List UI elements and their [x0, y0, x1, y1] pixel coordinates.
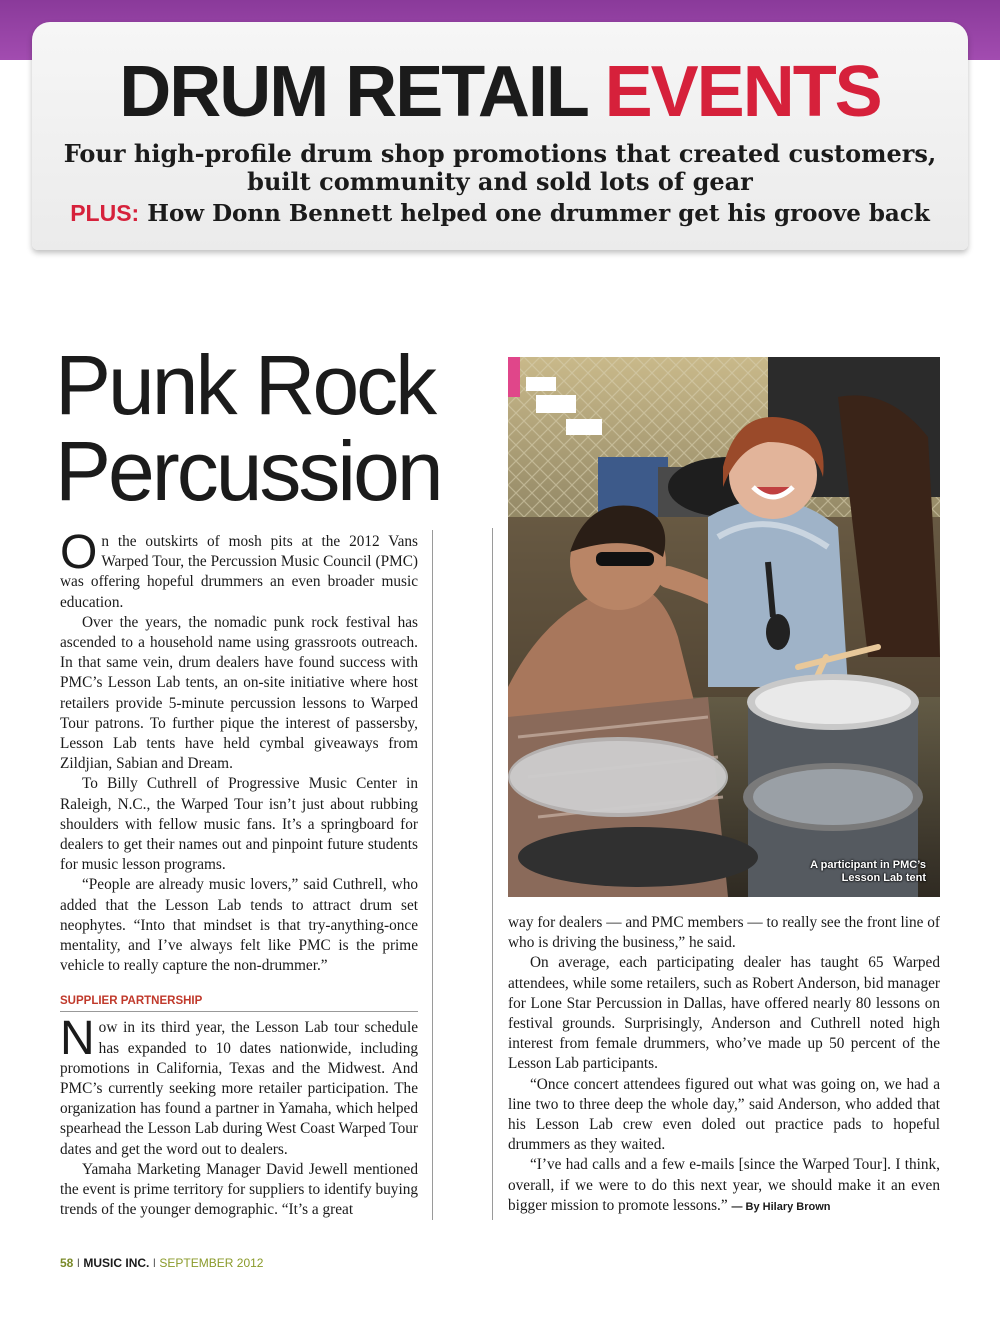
page-footer	[60, 1256, 263, 1270]
banner-title	[0, 52, 1000, 132]
paragraph	[60, 526, 418, 613]
caption-line2: Lesson Lab tent	[841, 872, 926, 884]
banner-subtitle-line1: Four high-profile drum shop promotions that created customers,	[63, 139, 937, 168]
article-photo	[508, 357, 940, 897]
plus-text: How Donn Bennett helped one drummer get his groove back	[147, 200, 930, 227]
paragraph-text: ow in its third year, the Lesson Lab tour schedule has expanded to 10 dates nationwide, including promotions in California, Texas and the Midwest. And PMC’s currently seeking more retailer participation. The organization has found a partner in Yamaha, which helped spearhead the Lesson Lab during West Coast Warped Tour dates and get the word out to dealers.	[60, 1019, 418, 1158]
plus-label: PLUS:	[70, 200, 140, 226]
footer-separator: I	[76, 1256, 81, 1270]
paragraph: “People are already music lovers,” said Cuthrell, who added that the Lesson Lab tends to attract drum set neophytes. “Into that mindset is that try-anything-once mentality, and I’ve always felt like PMC is the prime vehicle to really capture the non-drummer.”	[60, 876, 418, 975]
photo-illustration	[508, 357, 940, 897]
drop-cap: N	[60, 1012, 95, 1066]
paragraph: On average, each participating dealer has taught 65 Warped attendees, while some retailers, such as Robert Anderson, bid manager for Lone Star Percussion in Dallas, have offered nearly 80 lessons on festival grounds. Surprisingly, Anderson and Cuthrell noted high interest from female drummers, who’ve made up 50 percent of the Lesson Lab participants.	[508, 954, 940, 1073]
article-headline	[55, 338, 495, 518]
article-column-left	[60, 526, 418, 1221]
column-divider-right	[492, 528, 493, 1220]
paragraph: To Billy Cuthrell of Progressive Music Center in Raleigh, N.C., the Warped Tour isn’t just about rubbing shoulders with fellow music fans. It’s a springboard for dealers to get their names out and pinpoint future students for music lesson programs.	[60, 775, 418, 874]
banner-title-part1: DRUM RETAIL	[119, 52, 587, 132]
banner-subtitle-line2: built community and sold lots of gear	[247, 167, 753, 196]
headline-line1: Punk Rock	[55, 338, 435, 432]
paragraph: way for dealers — and PMC members — to really see the front line of who is driving the business,” he said.	[508, 914, 940, 952]
paragraph: Yamaha Marketing Manager David Jewell mentioned the event is prime territory for suppliers to identify buying trends of the younger demographic. “It’s a great	[60, 1160, 418, 1219]
photo-caption	[810, 859, 926, 885]
banner-plus-line	[0, 199, 1000, 228]
drop-cap: O	[60, 526, 98, 579]
caption-line1: A participant in PMC’s	[810, 859, 926, 871]
section-heading: SUPPLIER PARTNERSHIP	[60, 994, 418, 1012]
publication-name: MUSIC INC.	[83, 1256, 150, 1270]
paragraph	[60, 1012, 418, 1159]
article-column-right	[508, 913, 940, 1217]
byline: — By Hilary Brown	[731, 1200, 831, 1213]
paragraph: Over the years, the nomadic punk rock festival has ascended to a household name using grassroots outreach. In that same vein, drum dealers have found success with PMC’s Lesson Lab tents, an on-site initiative where host retailers provide 5-minute percussion lessons to Warped Tour patrons. To further pique the interest of passersby, Lesson Lab tents have held cymbal giveaways from Zildjian, Sabian and Dream.	[60, 613, 418, 773]
headline-line2: Percussion	[55, 424, 441, 518]
banner-subtitle	[0, 140, 1000, 196]
column-divider-left	[432, 530, 433, 1220]
footer-separator: I	[152, 1256, 157, 1270]
paragraph: “Once concert attendees figured out what was going on, we had a line two to three deep the whole day,” said Anderson, who added that his Lesson Lab crew even doled out practice pads to hopeful drummers as they waited.	[508, 1075, 940, 1154]
paragraph-text: “I’ve had calls and a few e-mails [since the Warped Tour]. I think, overall, if we were to do this next year, we should make it an even bigger mission to promote lessons.”	[508, 1156, 940, 1214]
paragraph-text: n the outskirts of mosh pits at the 2012 Vans Warped Tour, the Percussion Music Council (PMC) was offering hopeful drummers an even broader music education.	[60, 533, 418, 611]
issue-date: SEPTEMBER 2012	[159, 1256, 264, 1270]
page-number: 58	[60, 1256, 74, 1270]
paragraph	[508, 1155, 940, 1217]
banner-title-part2: EVENTS	[604, 52, 881, 132]
